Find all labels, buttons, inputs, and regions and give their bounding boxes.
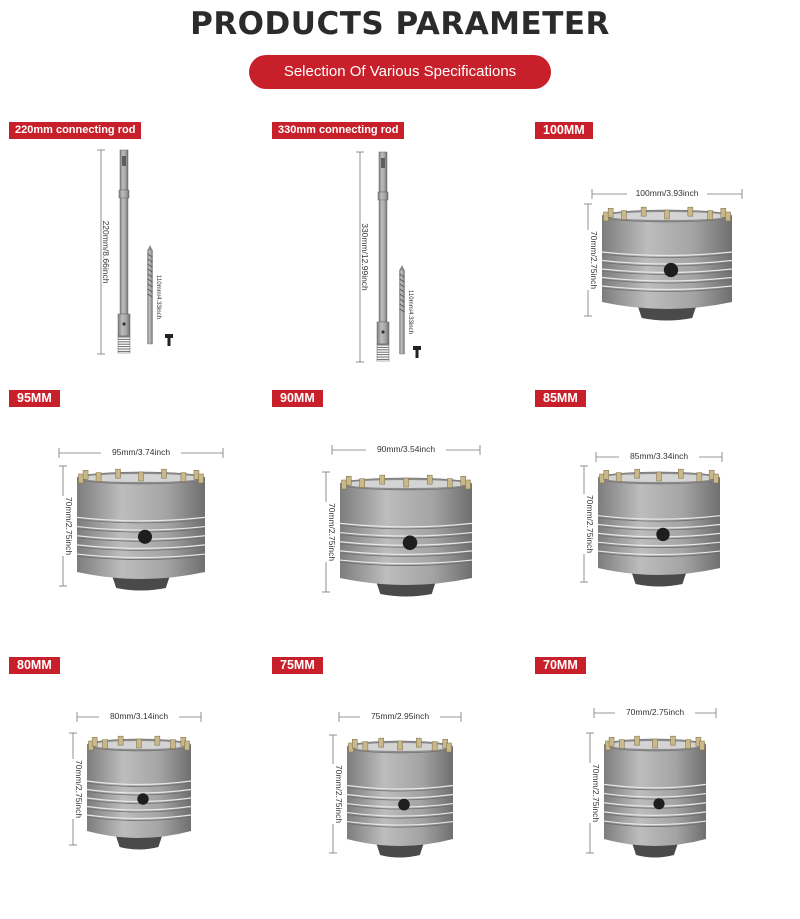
height-text: 70mm/2.75inch <box>74 759 84 819</box>
product-card-330mm-connecting-rod <box>272 122 534 384</box>
size-label: 100MM <box>535 122 593 139</box>
size-label: 75MM <box>272 657 323 674</box>
size-label: 90MM <box>272 390 323 407</box>
size-label: 95MM <box>9 390 60 407</box>
rod-length-text: 220mm/8.66inch <box>101 220 111 284</box>
diameter-text: 90mm/3.54inch <box>376 444 436 454</box>
core-bit-illustration <box>272 657 534 919</box>
size-label: 80MM <box>9 657 60 674</box>
page-title: PRODUCTS PARAMETER <box>190 6 610 42</box>
size-label: 330mm connecting rod <box>272 122 404 139</box>
core-bit-body <box>340 478 472 597</box>
carbide-teeth <box>89 736 190 750</box>
connecting-rod-illustration <box>9 122 271 384</box>
product-card-90mm <box>272 390 534 652</box>
core-bit-body <box>602 210 732 321</box>
size-label: 85MM <box>535 390 586 407</box>
carbide-teeth <box>600 469 719 483</box>
height-text: 70mm/2.75inch <box>589 230 599 290</box>
product-card-95mm <box>9 390 271 652</box>
size-label: 220mm connecting rod <box>9 122 141 139</box>
pilot-drill-bit <box>148 245 153 344</box>
height-text: 70mm/2.75inch <box>327 502 337 562</box>
height-text: 70mm/2.75inch <box>591 763 601 823</box>
diameter-text: 100mm/3.93inch <box>635 188 699 198</box>
core-bit-illustration <box>272 390 534 652</box>
core-bit-body <box>604 739 706 858</box>
product-card-85mm <box>535 390 797 652</box>
height-text: 70mm/2.75inch <box>585 494 595 554</box>
connecting-rod-illustration <box>272 122 534 384</box>
carbide-teeth <box>349 738 452 752</box>
product-card-70mm <box>535 657 797 919</box>
core-bit-body <box>77 472 205 591</box>
carbide-teeth <box>79 469 204 483</box>
pilot-bit-length-text: 110mm/4.33inch <box>407 290 413 334</box>
diameter-text: 80mm/3.14inch <box>109 711 169 721</box>
diameter-text: 95mm/3.74inch <box>111 447 171 457</box>
core-bit-illustration <box>9 657 271 919</box>
product-card-80mm <box>9 657 271 919</box>
diameter-text: 70mm/2.75inch <box>625 707 685 717</box>
specifications-banner: Selection Of Various Specifications <box>249 55 551 89</box>
carbide-teeth <box>606 736 705 750</box>
carbide-teeth <box>604 207 731 221</box>
core-bit-illustration <box>535 390 797 652</box>
pilot-drill-bit <box>400 265 405 354</box>
hex-key <box>413 346 421 358</box>
product-card-75mm <box>272 657 534 919</box>
core-bit-illustration <box>535 122 797 384</box>
core-bit-body <box>598 472 720 587</box>
core-bit-illustration <box>9 390 271 652</box>
height-text: 70mm/2.75inch <box>334 764 344 824</box>
product-card-220mm-connecting-rod <box>9 122 271 384</box>
product-card-100mm <box>535 122 797 384</box>
diameter-text: 85mm/3.34inch <box>629 451 689 461</box>
rod-length-text: 330mm/12.99inch <box>360 223 370 291</box>
core-bit-body <box>87 739 191 850</box>
core-bit-body <box>347 741 453 858</box>
core-bit-illustration <box>535 657 797 919</box>
carbide-teeth <box>342 475 471 489</box>
hex-key <box>165 334 173 346</box>
connecting-rod <box>377 152 389 361</box>
connecting-rod <box>118 150 130 353</box>
diameter-text: 75mm/2.95inch <box>370 711 430 721</box>
height-text: 70mm/2.75inch <box>64 496 74 556</box>
size-label: 70MM <box>535 657 586 674</box>
pilot-bit-length-text: 110mm/4.33inch <box>155 275 161 319</box>
